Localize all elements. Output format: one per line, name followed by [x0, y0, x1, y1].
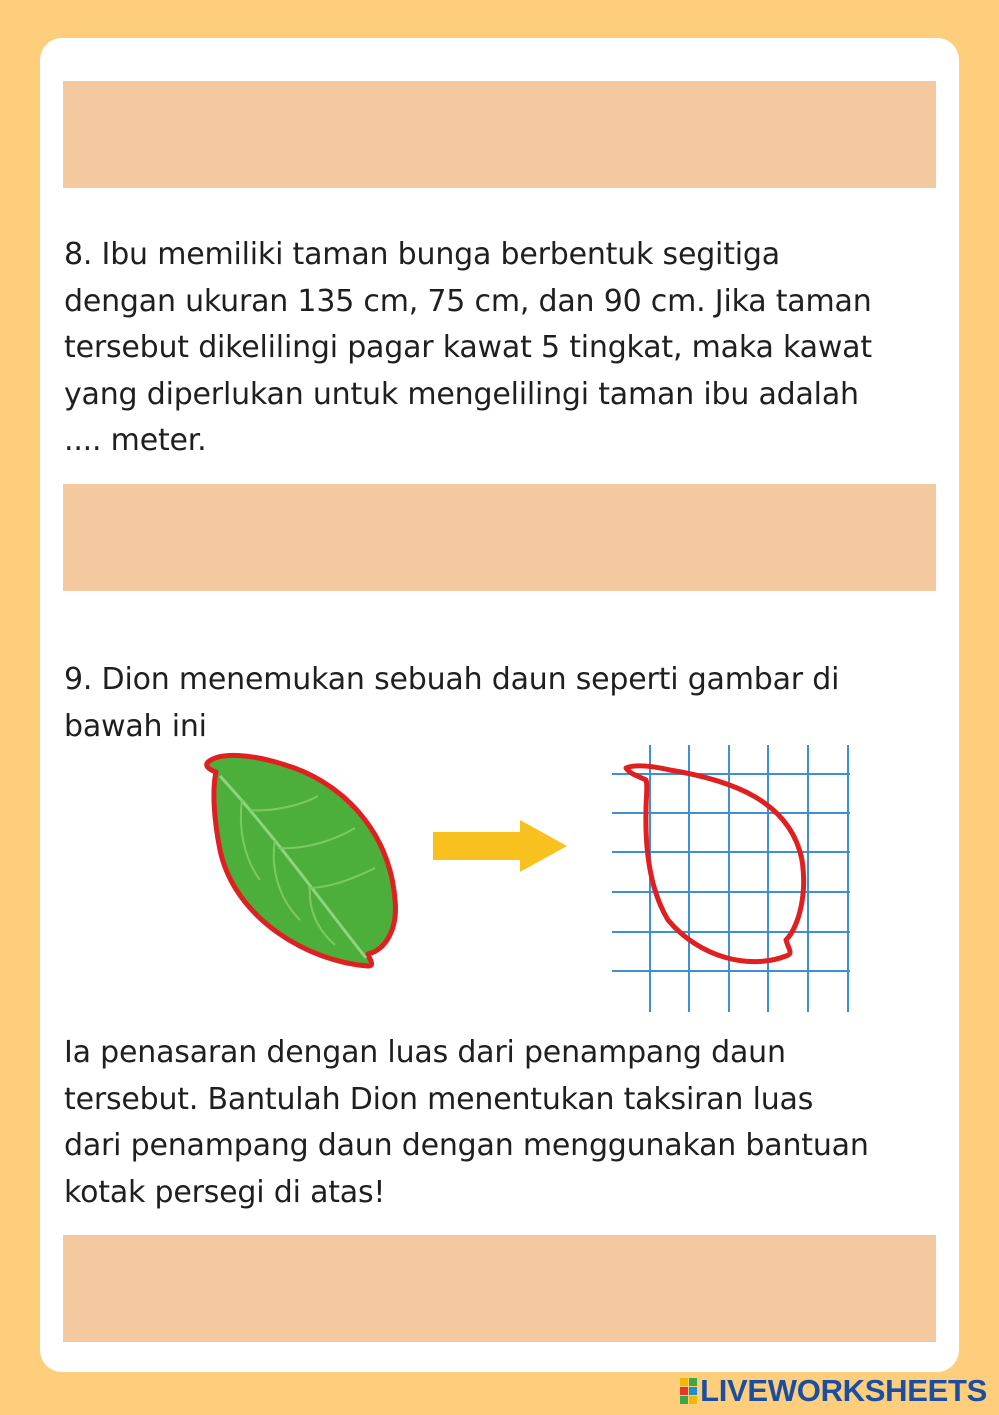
question-9-line: kotak persegi di atas!	[64, 1174, 386, 1210]
question-9-body	[64, 1030, 944, 1216]
answer-input-top[interactable]	[63, 81, 936, 188]
answer-input-q9[interactable]	[63, 1235, 936, 1342]
question-9-line: 9. Dion menemukan sebuah daun seperti gambar di	[64, 662, 840, 697]
answer-box-top[interactable]	[63, 81, 936, 188]
liveworksheets-logo-icon	[680, 1378, 697, 1404]
arrow-right-icon	[433, 820, 567, 872]
question-8-line: .... meter.	[64, 423, 207, 458]
question-9-line: dari penampang daun dengan menggunakan bantuan	[64, 1128, 869, 1163]
question-8-line: dengan ukuran 135 cm, 75 cm, dan 90 cm. Jika taman	[64, 283, 872, 319]
question-8-line: 8. Ibu memiliki taman bunga berbentuk segitiga	[64, 237, 780, 272]
liveworksheets-logo[interactable]	[680, 1371, 987, 1411]
leaf-figure	[190, 740, 870, 1020]
question-8-line: yang diperlukan untuk mengelilingi taman ibu adalah	[64, 376, 859, 412]
question-9-intro	[64, 657, 944, 750]
liveworksheets-brand-text: LIVEWORKSHEETS	[700, 1373, 987, 1408]
question-8-line: tersebut dikelilingi pagar kawat 5 tingkat, maka kawat	[64, 330, 872, 365]
answer-input-q8[interactable]	[63, 484, 936, 591]
question-9-line: tersebut. Bantulah Dion menentukan taksiran luas	[64, 1081, 814, 1117]
question-8-text	[64, 232, 944, 465]
answer-box-q8[interactable]	[63, 484, 936, 591]
question-9-line: Ia penasaran dengan luas dari penampang daun	[64, 1035, 786, 1070]
answer-box-q9[interactable]	[63, 1235, 936, 1342]
question-9-line: bawah ini	[64, 708, 207, 744]
leaf-image	[207, 755, 396, 966]
